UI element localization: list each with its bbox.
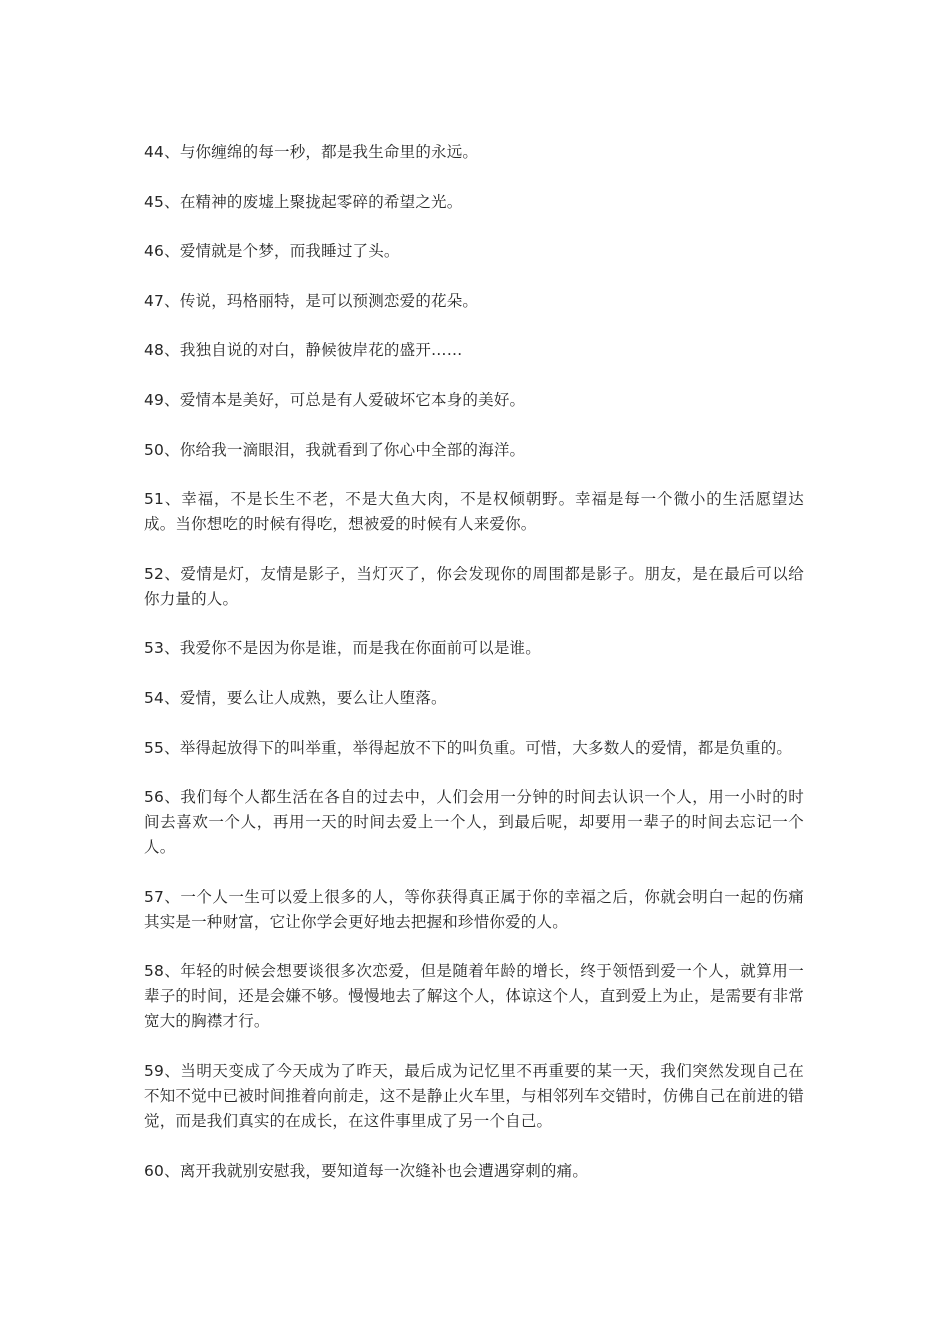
quote-paragraph-60: 60、离开我就别安慰我，要知道每一次缝补也会遭遇穿刺的痛。 [144, 1161, 589, 1180]
quote-paragraph-56: 56、我们每个人都生活在各自的过去中，人们会用一分钟的时间去认识一个人，用一小时的时间去喜欢一个人，再用一天的时间去爱上一个人，到最后呢，却要用一辈子的时间去忘记一个人。 [144, 788, 804, 857]
quote-paragraph-45: 45、在精神的废墟上聚拢起零碎的希望之光。 [144, 192, 463, 211]
quote-paragraph-48: 48、我独自说的对白，静候彼岸花的盛开…… [144, 341, 463, 360]
document-body [144, 140, 804, 1208]
quote-paragraph-49: 49、爱情本是美好，可总是有人爱破坏它本身的美好。 [144, 390, 526, 409]
quote-paragraph-55: 55、举得起放得下的叫举重，举得起放不下的叫负重。可惜，大多数人的爱情，都是负重的。 [144, 738, 793, 757]
quote-paragraph-44: 44、与你缠绵的每一秒，都是我生命里的永远。 [144, 143, 479, 161]
quote-paragraph-54: 54、爱情，要么让人成熟，要么让人堕落。 [144, 688, 447, 707]
quote-paragraph-58: 58、年轻的时候会想要谈很多次恋爱，但是随着年龄的增长，终于领悟到爱一个人，就算用一辈子的时间，还是会嫌不够。慢慢地去了解这个人，体谅这个人，直到爱上为止，是需要有非常宽大的胸襟才行。 [144, 962, 804, 1031]
quote-paragraph-47: 47、传说，玛格丽特，是可以预测恋爱的花朵。 [144, 291, 479, 310]
quote-paragraph-59: 59、当明天变成了今天成为了昨天，最后成为记忆里不再重要的某一天，我们突然发现自己在不知不觉中已被时间推着向前走，这不是静止火车里，与相邻列车交错时，仿佛自己在前进的错觉，而是我们真实的在成长，在这件事里成了另一个自己。 [144, 1061, 804, 1130]
quote-paragraph-50: 50、你给我一滴眼泪，我就看到了你心中全部的海洋。 [144, 440, 526, 459]
quote-paragraph-46: 46、爱情就是个梦，而我睡过了头。 [144, 242, 400, 261]
quote-paragraph-51: 51、幸福，不是长生不老，不是大鱼大肉，不是权倾朝野。幸福是每一个微小的生活愿望达成。当你想吃的时候有得吃，想被爱的时候有人来爱你。 [144, 490, 804, 534]
quote-paragraph-52: 52、爱情是灯，友情是影子，当灯灭了，你会发现你的周围都是影子。朋友，是在最后可以给你力量的人。 [144, 564, 804, 608]
quote-paragraph-53: 53、我爱你不是因为你是谁，而是我在你面前可以是谁。 [144, 639, 541, 658]
quote-paragraph-57: 57、一个人一生可以爱上很多的人，等你获得真正属于你的幸福之后，你就会明白一起的伤痛其实是一种财富，它让你学会更好地去把握和珍惜你爱的人。 [144, 887, 804, 931]
